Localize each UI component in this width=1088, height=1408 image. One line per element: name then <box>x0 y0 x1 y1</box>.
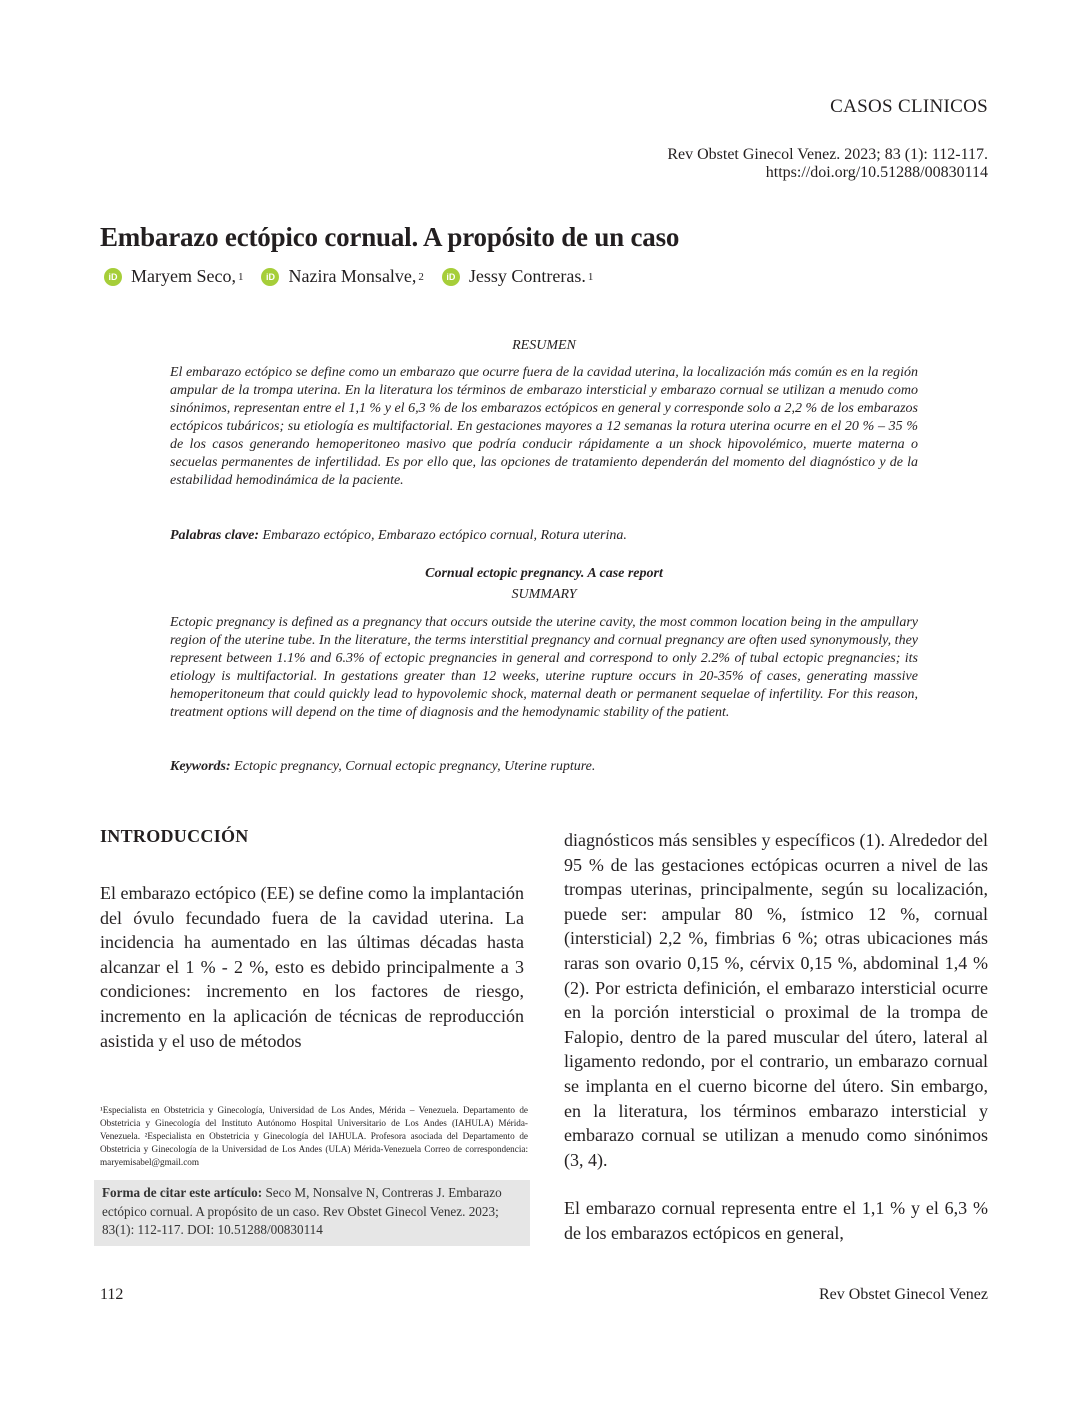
resumen-text: El embarazo ectópico se define como un embarazo que ocurre fuera de la cavidad uterina, la localización más común es en la región ampular de la trompa uterina. En la literatura los términos de embarazo intersticial y embarazo cornual se utilizan a menudo como sinónimos, representan entre el 1,1 % y el 6,3 % de los embarazos ectópicos en general y corresponde solo a 2,2 % de los embarazos ectópicos tubáricos; su etiología es multifactorial. En gestaciones mayores a 12 semanas la rotura uterina ocurre en el 20 % – 35 % de los casos generando hemoperitoneo masivo que podría conducir rápidamente a un shock hipovolémico, muerte materna o secuelas permanentes de infertilidad. Es por ello que, las opciones de tratamiento dependerán del momento del diagnóstico y de la estabilidad hemodinámica de la paciente. <box>170 365 918 488</box>
introduction-heading: INTRODUCCIÓN <box>100 826 249 846</box>
orcid-icon[interactable]: iD <box>261 268 279 286</box>
right-column <box>564 828 988 1246</box>
summary-title: Cornual ectopic pregnancy. A case report <box>425 566 663 581</box>
cite-label: Forma de citar este artículo: <box>102 1185 263 1200</box>
keywords-label: Keywords: <box>170 759 231 774</box>
cite-box <box>94 1180 530 1246</box>
keywords-text: Embarazo ectópico, Embarazo ectópico cornual, Rotura uterina. <box>262 528 627 543</box>
author-name: Jessy Contreras. <box>468 266 586 286</box>
section-label: CASOS CLINICOS <box>830 96 988 117</box>
body-paragraph: diagnósticos más sensibles y específicos (1). Alrededor del 95 % de las gestaciones ectópicas ocurren a nivel de las trompas uterinas, principalmente, según su localización, puede ser: ampular 80 %, ístmico 12 %, cornual (intersticial) 2,2 %, fimbrias 6 %; otras ubicaciones más raras son ovario 0,15 %, cérvix 0,15 %, abdominal 1,4 % (2). Por estricta definición, el embarazo intersticial ocurre en la porción intersticial o proximal de la trompa de Falopio, dentro de la pared muscular del útero, lateral al ligamento redondo, por el contrario, un embarazo cornual se implanta en el cuerno bicorne del útero. Sin embargo, en la literatura, los términos embarazo intersticial y embarazo cornual se utilizan a menudo como sinónimos (3, 4). <box>564 830 988 1170</box>
author-2 <box>261 266 423 287</box>
author-list <box>104 266 611 287</box>
author-affiliation: 2 <box>418 270 424 283</box>
journal-citation: Rev Obstet Ginecol Venez. 2023; 83 (1): 112-117. <box>667 146 988 163</box>
doi-link[interactable]: https://doi.org/10.51288/00830114 <box>765 164 988 181</box>
page-number: 112 <box>100 1286 124 1303</box>
author-name: Maryem Seco, <box>131 266 236 286</box>
article-title: Embarazo ectópico cornual. A propósito de un caso <box>100 222 680 252</box>
affiliation-footnote: ¹Especialista en Obstetricia y Ginecología, Universidad de Los Andes, Mérida – Venezuela. Departamento de Obstetricia y Ginecología del Instituto Autónomo Hospital Universitario de Los Andes (IAHULA) Mérida- Venezuela. ²Especialista en Obstetricia y Ginecología del IAHULA. Profesora asociada del Departamento de Obstetricia y Ginecología de la Universidad de Los Andes (ULA) Mérida-Venezuela Correo de correspondencia: maryemisabel@gmail.com <box>100 1105 528 1167</box>
author-3 <box>442 266 593 287</box>
resumen-keywords <box>170 527 918 545</box>
footer-journal: Rev Obstet Ginecol Venez <box>819 1286 988 1303</box>
summary-heading: SUMMARY <box>511 587 577 602</box>
summary-text: Ectopic pregnancy is defined as a pregnancy that occurs outside the uterine cavity, the most common location being in the ampullary region of the uterine tube. In the literature, the terms interstitial pregnancy and cornual pregnancy are often used synonymously, they represent between 1.1% and 6.3% of ectopic pregnancies in general and correspond to only 2.2% of tubal ectopic pregnancies; its etiology is multifactorial. In gestations greater than 12 weeks, uterine rupture occurs in 20-35% of cases, generating massive hemoperitoneum that could quickly lead to hypovolemic shock, maternal death or permanent sequelae of infertility. For this reason, treatment options will depend on the time of diagnosis and the hemodynamic stability of the patient. <box>170 615 918 720</box>
summary-keywords <box>170 758 918 776</box>
orcid-icon[interactable]: iD <box>442 268 460 286</box>
author-affiliation: 1 <box>237 270 244 283</box>
keywords-label: Palabras clave: <box>170 528 260 543</box>
author-affiliation: 1 <box>587 270 594 283</box>
resumen-heading: RESUMEN <box>512 338 576 353</box>
keywords-text: Ectopic pregnancy, Cornual ectopic pregnancy, Uterine rupture. <box>234 759 596 774</box>
left-column <box>100 881 524 1053</box>
author-name: Nazira Monsalve, <box>288 266 417 286</box>
body-paragraph: El embarazo cornual representa entre el 1,1 % y el 6,3 % de los embarazos ectópicos en general, <box>564 1198 988 1243</box>
author-1 <box>104 266 243 287</box>
orcid-icon[interactable]: iD <box>104 268 122 286</box>
cite-text: Seco M, Nonsalve N, Contreras J. Embarazo ectópico cornual. A propósito de un caso. Rev Obstet Ginecol Venez. 2023; 83(1): 112-117. DOI: 10.51288/00830114 <box>102 1185 502 1237</box>
body-paragraph: El embarazo ectópico (EE) se define como la implantación del óvulo fecundado fuera de la cavidad uterina. La incidencia ha aumentado en las últimas décadas hasta alcanzar el 1 % - 2 %, esto es debido principalmente a 3 condiciones: incremento en los factores de riesgo, incremento en la aplicación de técnicas de reproducción asistida y el uso de métodos <box>100 883 524 1051</box>
